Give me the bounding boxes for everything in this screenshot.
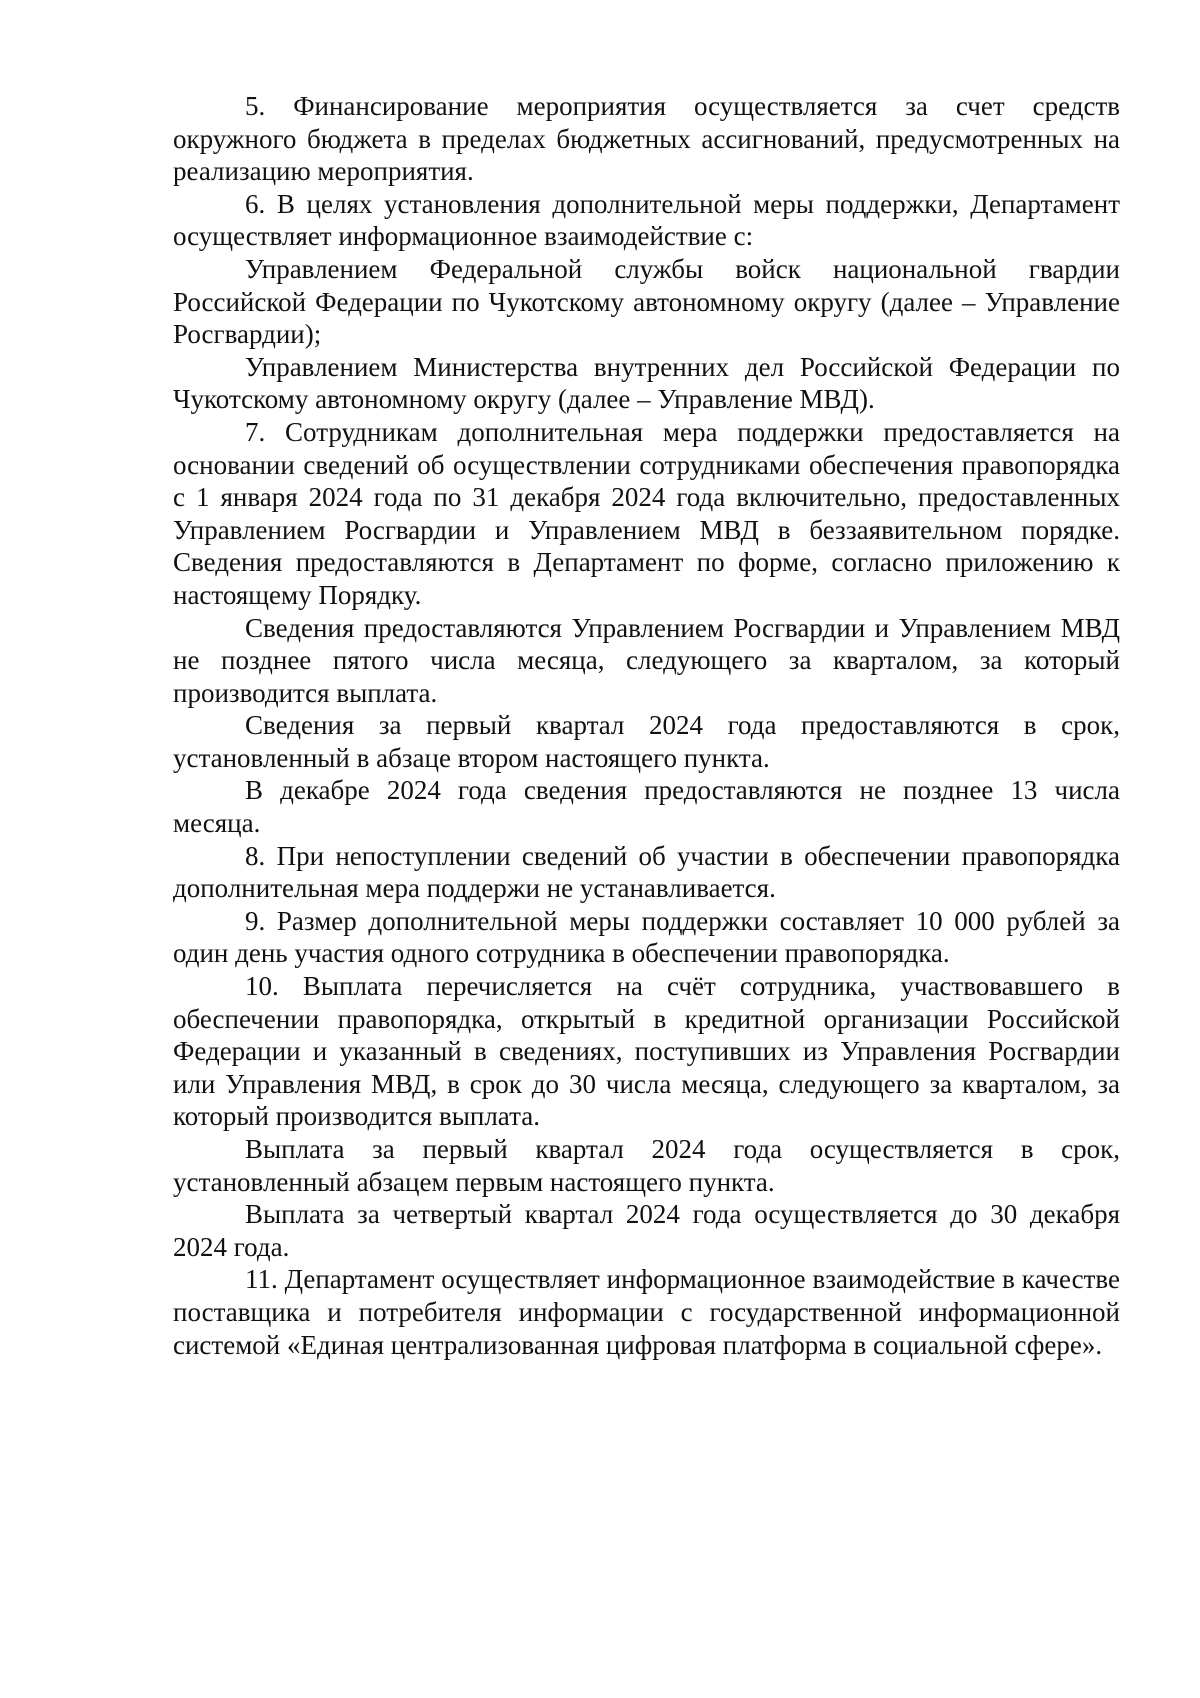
paragraph-item-7-deadline: Сведения предоставляются Управлением Росгвардии и Управлением МВД не позднее пятого числа месяца, следующего за кварталом, за который производится выплата. [173,612,1120,708]
paragraph-mvd: Управлением Министерства внутренних дел Российской Федерации по Чукотскому автономному округу (далее – Управление МВД). [173,351,1120,415]
paragraph-item-8: 8. При непоступлении сведений об участии в обеспечении правопорядка дополнительная мера поддержи не устанавливается. [173,840,1120,904]
paragraph-item-7: 7. Сотрудникам дополнительная мера поддержки предоставляется на основании сведений об осуществлении сотрудниками обеспечения правопорядка с 1 января 2024 года по 31 декабря 2024 года включительно, предоставленных Управлением Росгвардии и Управлением МВД в беззаявительном порядке. Сведения предоставляются в Департамент по форме, согласно приложению к настоящему Порядку. [173,416,1120,610]
paragraph-item-7-december: В декабре 2024 года сведения предоставляются не позднее 13 числа месяца. [173,775,1120,839]
paragraph-item-7-first-quarter: Сведения за первый квартал 2024 года предоставляются в срок, установленный в абзаце втором настоящего пункта. [173,710,1120,773]
document-body [173,90,1120,1361]
paragraph-item-9: 9. Размер дополнительной меры поддержки составляет 10 000 рублей за один день участия одного сотрудника в обеспечении правопорядка. [173,905,1120,969]
paragraph-item-6: 6. В целях установления дополнительной меры поддержки, Департамент осуществляет информационное взаимодействие с: [173,188,1120,252]
paragraph-item-5: 5. Финансирование мероприятия осуществляется за счет средств окружного бюджета в пределах бюджетных ассигнований, предусмотренных на реализацию мероприятия. [173,91,1120,187]
paragraph-item-11: 11. Департамент осуществляет информационное взаимодействие в качестве поставщика и потребителя информации с государственной информационной системой «Единая централизованная цифровая платформа в социальной сфере». [173,1264,1120,1360]
paragraph-item-10-first-quarter: Выплата за первый квартал 2024 года осуществляется в срок, установленный абзацем первым настоящего пункта. [173,1134,1120,1197]
paragraph-item-10-fourth-quarter: Выплата за четвертый квартал 2024 года осуществляется до 30 декабря 2024 года. [173,1199,1120,1262]
paragraph-rosgvardia: Управлением Федеральной службы войск национальной гвардии Российской Федерации по Чукотскому автономному округу (далее – Управление Росгвардии); [173,253,1120,350]
paragraph-item-10: 10. Выплата перечисляется на счёт сотрудника, участвовавшего в обеспечении правопорядка, открытый в кредитной организации Российской Федерации и указанный в сведениях, поступивших из Управления Росгвардии или Управления МВД, в срок до 30 числа месяца, следующего за кварталом, за который производится выплата. [173,971,1120,1132]
